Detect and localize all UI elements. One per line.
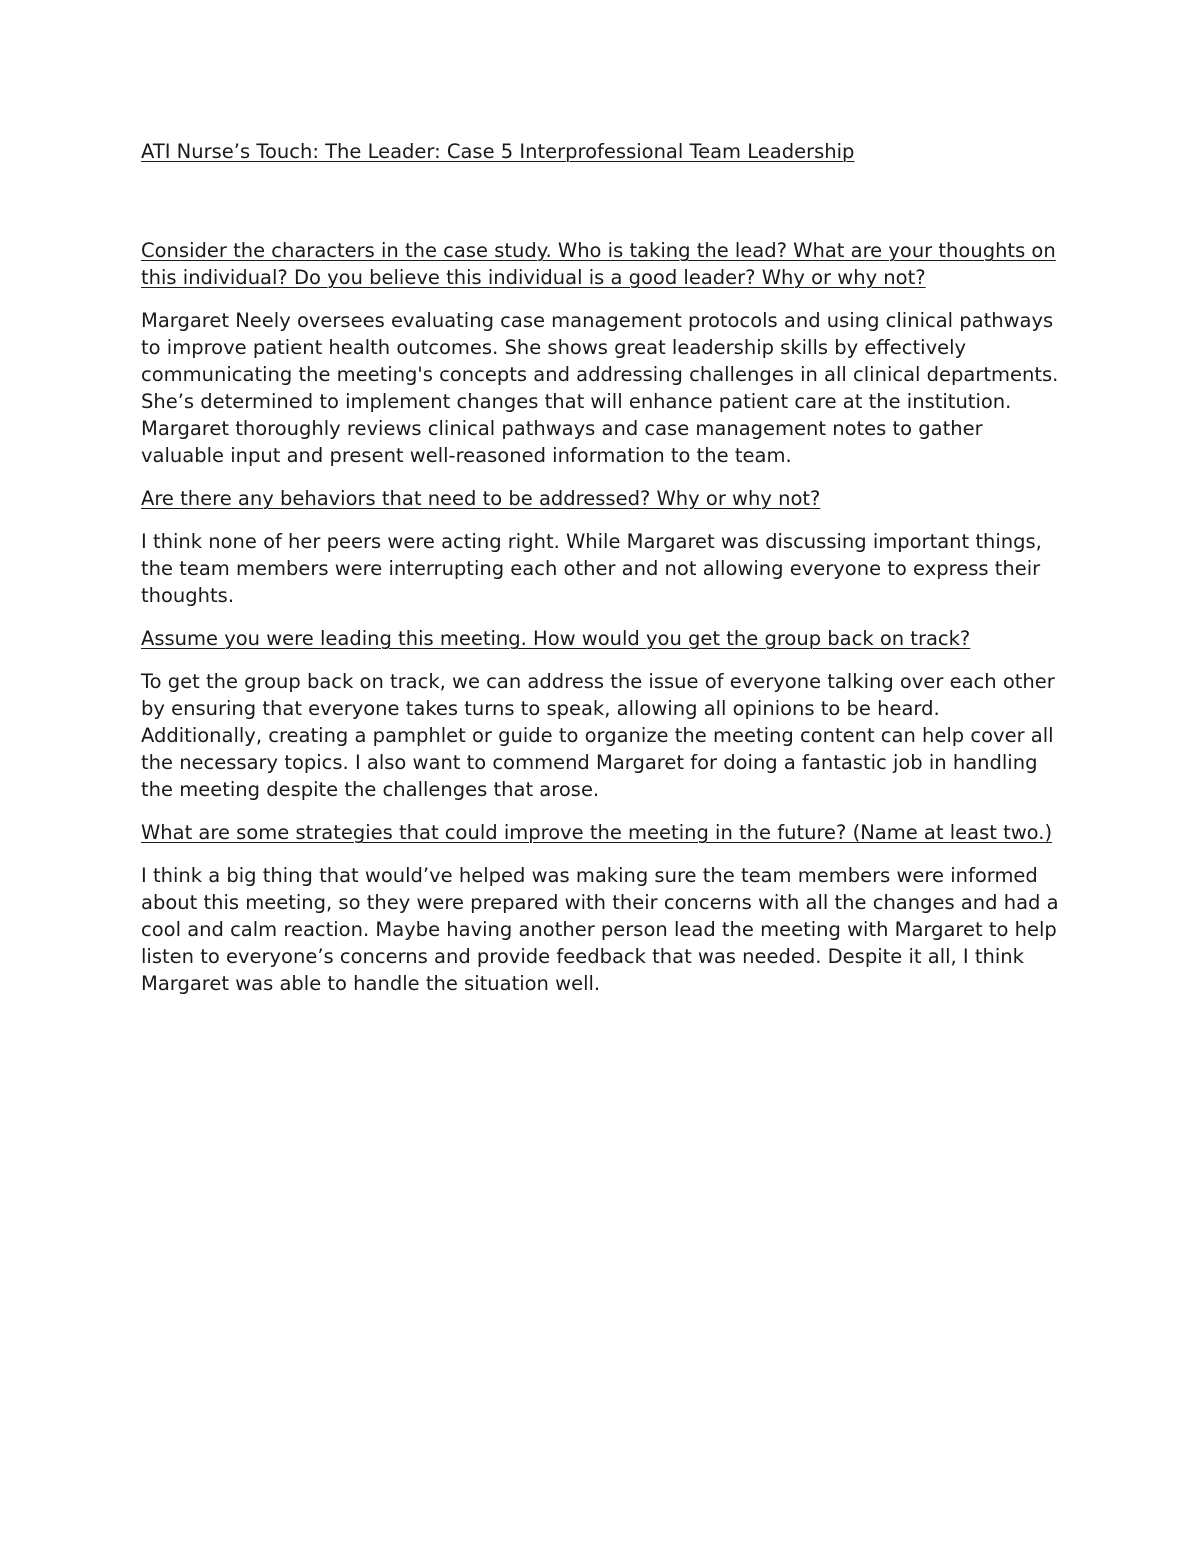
question-3: Assume you were leading this meeting. How would you get the group back on track?	[141, 627, 971, 650]
answer-1: Margaret Neely oversees evaluating case management protocols and using clinical pathways to improve patient health outcomes. She shows great leadership skills by effectively communicating the meeting's concepts and addressing challenges in all clinical departments. She’s determined to implement changes that will enhance patient care at the institution. Margaret thoroughly reviews clinical pathways and case management notes to gather valuable input and present well-reasoned information to the team.	[141, 309, 1059, 467]
answer-2: I think none of her peers were acting right. While Margaret was discussing important things, the team members were interrupting each other and not allowing everyone to express their thoughts.	[141, 530, 1042, 607]
document-body	[141, 138, 1061, 1013]
document-title: ATI Nurse’s Touch: The Leader: Case 5 Interprofessional Team Leadership	[141, 140, 855, 163]
answer-3: To get the group back on track, we can address the issue of everyone talking over each other by ensuring that everyone takes turns to speak, allowing all opinions to be heard. Additionally, creating a pamphlet or guide to organize the meeting content can help cover all the necessary topics. I also want to commend Margaret for doing a fantastic job in handling the meeting despite the challenges that arose.	[141, 670, 1055, 801]
question-2: Are there any behaviors that need to be addressed? Why or why not?	[141, 487, 821, 510]
question-4: What are some strategies that could improve the meeting in the future? (Name at least two.)	[141, 821, 1053, 844]
question-1: Consider the characters in the case study. Who is taking the lead? What are your thoughts on this individual? Do you believe this individual is a good leader? Why or why not?	[141, 239, 1056, 289]
answer-4: I think a big thing that would’ve helped was making sure the team members were informed about this meeting, so they were prepared with their concerns with all the changes and had a cool and calm reaction. Maybe having another person lead the meeting with Margaret to help listen to everyone’s concerns and provide feedback that was needed. Despite it all, I think Margaret was able to handle the situation well.	[141, 864, 1059, 995]
